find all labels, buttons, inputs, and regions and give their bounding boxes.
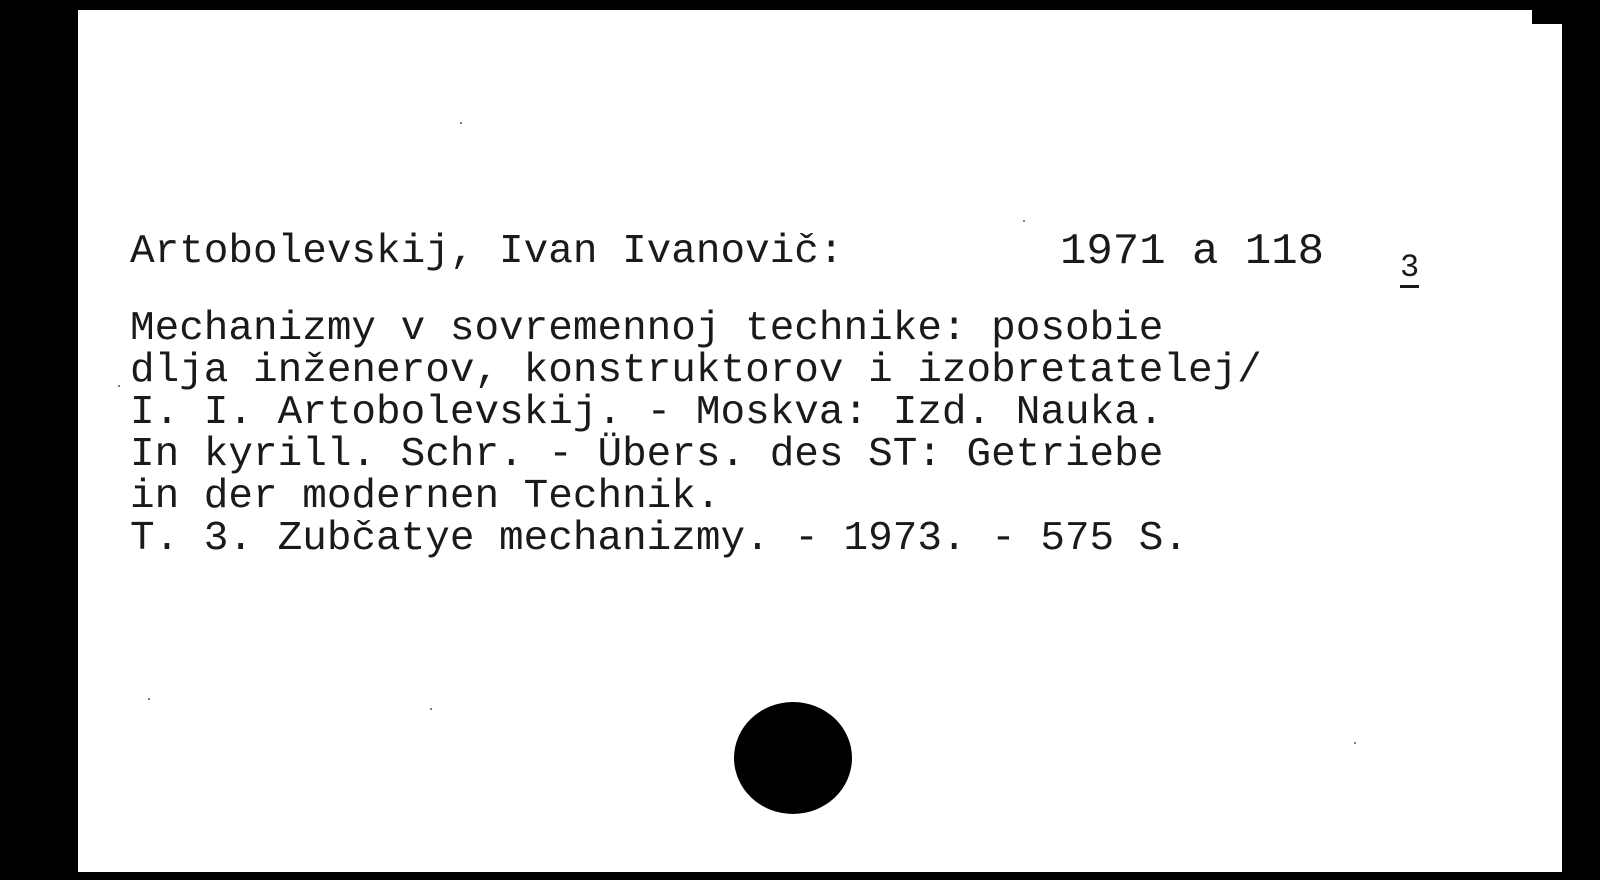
dust-speck: [118, 385, 120, 387]
author-name: Artobolevskij, Ivan Ivanovič:: [130, 229, 844, 275]
dust-speck: [460, 122, 462, 124]
description-line: dlja inženerov, konstruktorov i izobretatelej/: [130, 348, 1262, 394]
dust-speck: [1354, 742, 1356, 744]
dust-speck: [148, 698, 150, 700]
bibliographic-description: [130, 308, 1550, 560]
description-line: Mechanizmy v sovremennoj technike: posobie: [130, 306, 1164, 352]
dust-speck: [1023, 220, 1025, 222]
card-heading: [130, 222, 1325, 282]
catalog-card: [78, 10, 1562, 872]
description-line: I. I. Artobolevskij. - Moskva: Izd. Nauka.: [130, 390, 1164, 436]
shelfmark: 1971 a 118: [1060, 227, 1325, 277]
description-line: T. 3. Zubčatye mechanizmy. - 1973. - 575 S.: [130, 516, 1188, 562]
description-line: in der modernen Technik.: [130, 474, 721, 520]
dust-speck: [430, 708, 432, 710]
volume-mark: 3: [1400, 249, 1420, 286]
description-line: In kyrill. Schr. - Übers. des ST: Getriebe: [130, 432, 1164, 478]
punch-hole: [734, 702, 852, 814]
